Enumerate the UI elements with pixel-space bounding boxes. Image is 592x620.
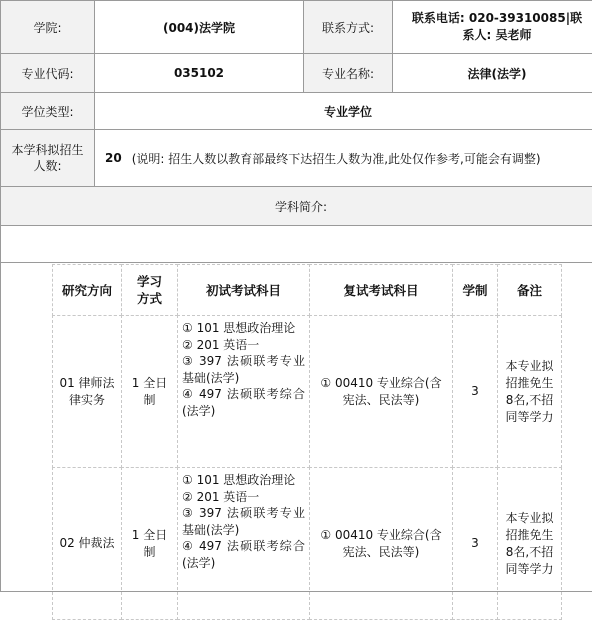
row2-direction: 02 仲裁法 [52, 467, 122, 620]
row1-mode: 1 全日制 [121, 315, 178, 468]
row2-remarks: 本专业拟招推免生8名,不招同等学力 [497, 467, 562, 620]
row2-initial-exam: ① 101 思想政治理论 ② 201 英语一 ③ 397 法硕联考专业基础(法学) ④ 497 法硕联考综合(法学) [177, 467, 310, 620]
row2-mode: 1 全日制 [121, 467, 178, 620]
row1-remarks: 本专业拟招推免生8名,不招同等学力 [497, 315, 562, 468]
header-remarks: 备注 [497, 264, 562, 316]
row1-years: 3 [452, 315, 498, 468]
row1-direction: 01 律师法律实务 [52, 315, 122, 468]
college-value: (004)法学院 [94, 0, 304, 54]
row1-retest: ① 00410 专业综合(含宪法、民法等) [309, 315, 453, 468]
degree-type-value: 专业学位 [94, 92, 592, 130]
header-retest: 复试考试科目 [309, 264, 453, 316]
enroll-number: 20 [105, 151, 122, 165]
enroll-label: 本学科拟招生 人数: [0, 129, 95, 187]
enroll-value [94, 129, 592, 187]
major-code-label: 专业代码: [0, 53, 95, 93]
major-name-value: 法律(法学) [392, 53, 592, 93]
college-label: 学院: [0, 0, 95, 54]
header-mode: 学习 方式 [121, 264, 178, 316]
contact-person: 系人: 吴老师 [462, 28, 532, 42]
directions-table [52, 264, 562, 584]
major-code-value: 035102 [94, 53, 304, 93]
degree-type-label: 学位类型: [0, 92, 95, 130]
enroll-note: (说明: 招生人数以教育部最终下达招生人数为准,此处仅作参考,可能会有调整) [131, 151, 541, 166]
header-direction: 研究方向 [52, 264, 122, 316]
header-years: 学制 [452, 264, 498, 316]
contact-value [392, 0, 592, 54]
contact-phone: 联系电话: 020-39310085|联 [411, 11, 583, 25]
row2-retest: ① 00410 专业综合(含宪法、民法等) [309, 467, 453, 620]
row1-initial-exam: ① 101 思想政治理论 ② 201 英语一 ③ 397 法硕联考专业基础(法学) ④ 497 法硕联考综合(法学) [177, 315, 310, 468]
intro-label: 学科简介: [0, 186, 592, 226]
row2-years: 3 [452, 467, 498, 620]
major-name-label: 专业名称: [303, 53, 393, 93]
header-initial-exam: 初试考试科目 [177, 264, 310, 316]
contact-label: 联系方式: [303, 0, 393, 54]
intro-content [0, 225, 592, 263]
